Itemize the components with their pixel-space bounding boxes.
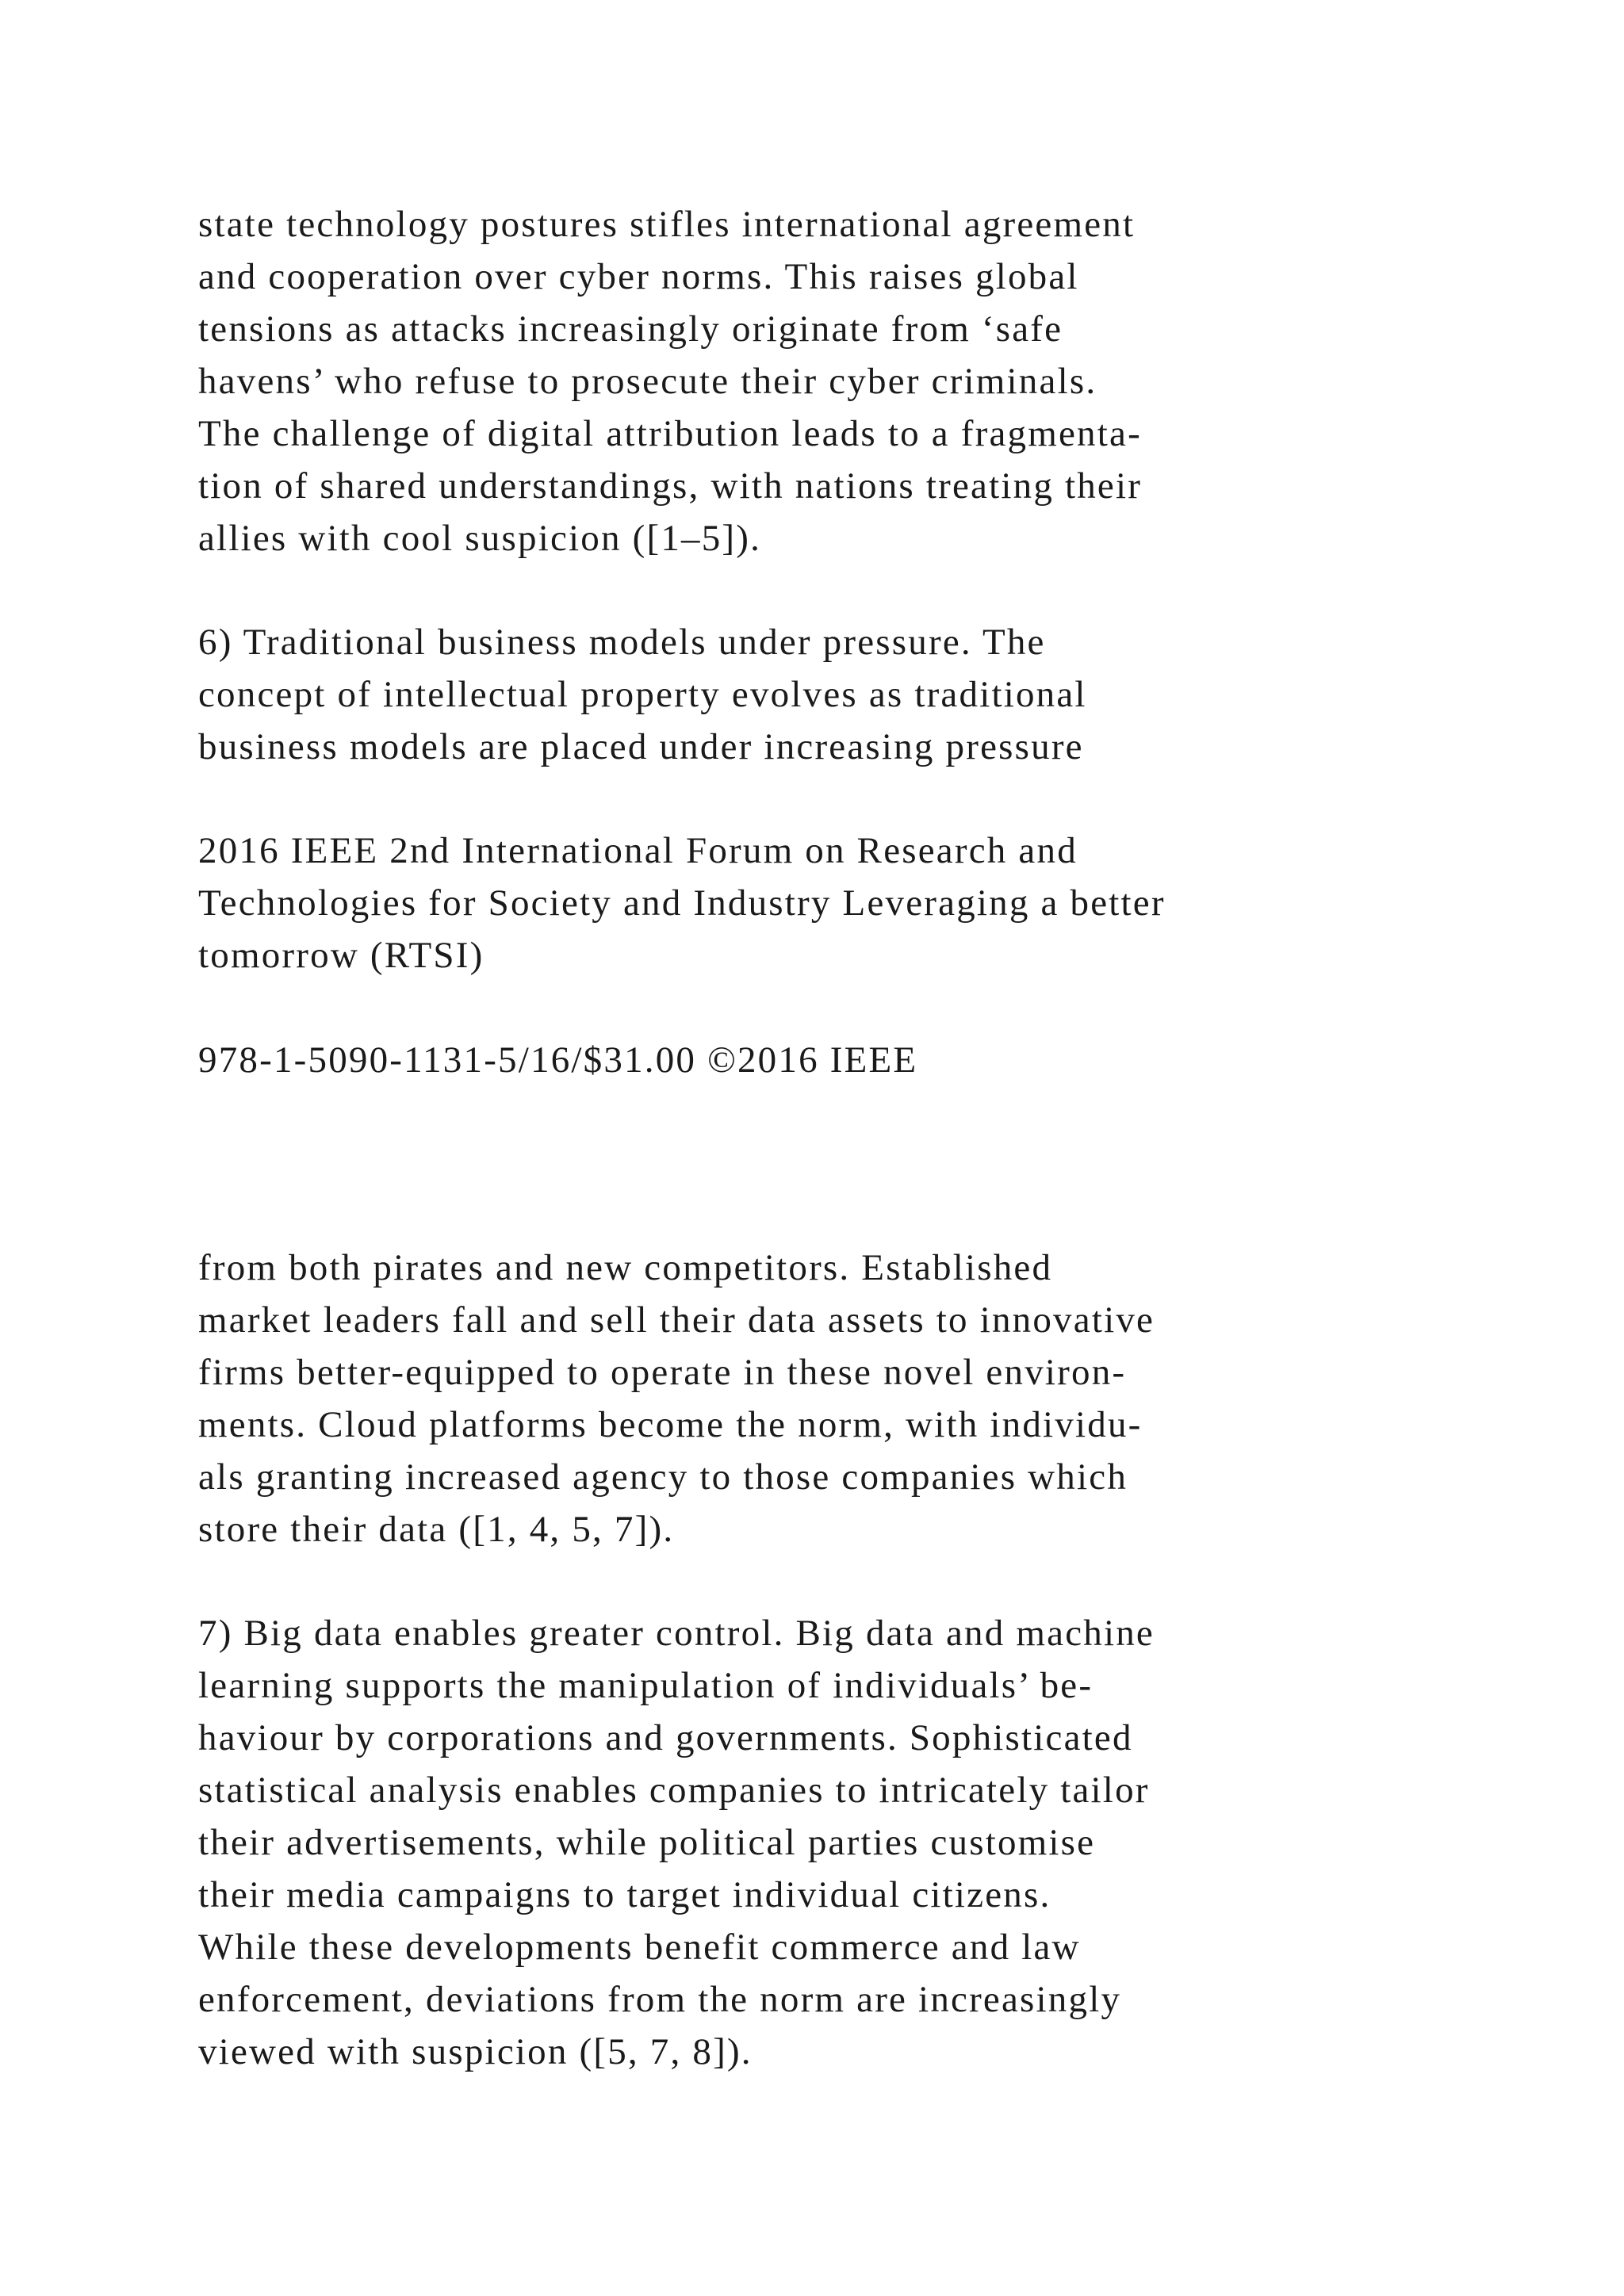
text-line: tomorrow (RTSI) xyxy=(198,935,485,976)
text-line: 2016 IEEE 2nd International Forum on Research and xyxy=(198,830,1078,871)
text-line: market leaders fall and sell their data assets to innovative xyxy=(198,1299,1155,1341)
paragraph-cyber-norms xyxy=(198,198,1142,564)
text-line: tensions as attacks increasingly originate from ‘safe xyxy=(198,308,1063,350)
text-line: allies with cool suspicion ([1–5]). xyxy=(198,518,762,559)
text-line: enforcement, deviations from the norm are increasingly xyxy=(198,1979,1122,2020)
paragraph-business-models xyxy=(198,616,1087,773)
text-line: firms better-equipped to operate in these novel environ- xyxy=(198,1352,1127,1393)
text-line: The challenge of digital attribution leads to a fragmenta- xyxy=(198,413,1142,454)
text-line: Technologies for Society and Industry Leveraging a better xyxy=(198,882,1166,924)
text-line: learning supports the manipulation of individuals’ be- xyxy=(198,1665,1094,1706)
text-line: from both pirates and new competitors. Established xyxy=(198,1247,1053,1288)
text-line: 978-1-5090-1131-5/16/$31.00 ©2016 IEEE xyxy=(198,1039,918,1081)
text-line: statistical analysis enables companies to intricately tailor xyxy=(198,1770,1150,1811)
text-line: their advertisements, while political parties customise xyxy=(198,1822,1096,1863)
text-line: concept of intellectual property evolves as traditional xyxy=(198,674,1087,715)
text-line: tion of shared understandings, with nations treating their xyxy=(198,465,1143,507)
text-line: While these developments benefit commerce and law xyxy=(198,1927,1081,1968)
text-line: and cooperation over cyber norms. This raises global xyxy=(198,256,1079,297)
copyright-line xyxy=(198,1034,917,1086)
text-line: 7) Big data enables greater control. Big data and machine xyxy=(198,1613,1155,1654)
text-line: store their data ([1, 4, 5, 7]). xyxy=(198,1509,675,1550)
text-line: als granting increased agency to those companies which xyxy=(198,1456,1128,1498)
text-line: havens’ who refuse to prosecute their cyber criminals. xyxy=(198,361,1097,402)
text-line: their media campaigns to target individual citizens. xyxy=(198,1874,1051,1915)
paragraph-big-data xyxy=(198,1607,1155,2078)
text-line: business models are placed under increasing pressure xyxy=(198,726,1084,767)
text-line: haviour by corporations and governments. Sophisticated xyxy=(198,1717,1133,1758)
text-line: viewed with suspicion ([5, 7, 8]). xyxy=(198,2031,753,2072)
text-line: 6) Traditional business models under pressure. The xyxy=(198,622,1046,663)
conference-footer xyxy=(198,825,1166,982)
paragraph-pirates-competitors xyxy=(198,1242,1155,1556)
text-line: ments. Cloud platforms become the norm, with individu- xyxy=(198,1404,1143,1445)
text-line: state technology postures stifles international agreement xyxy=(198,204,1136,245)
